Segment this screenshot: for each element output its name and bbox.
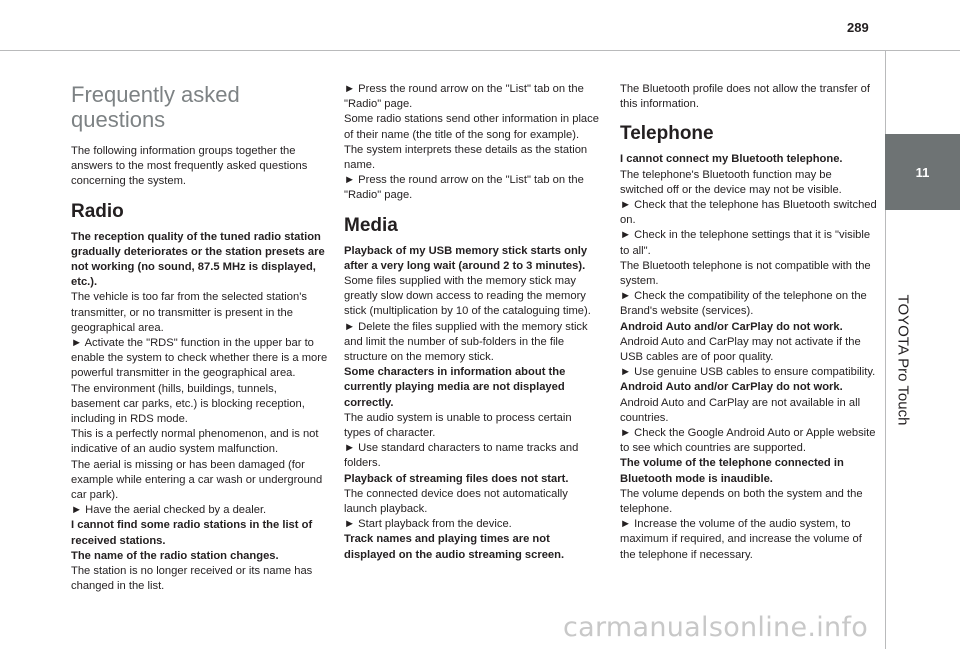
answer: ► Use genuine USB cables to ensure compatibility.: [620, 366, 876, 379]
page-number: 289: [847, 20, 869, 35]
answer: Android Auto and CarPlay may not activate if the USB cables are of poor quality.: [620, 335, 861, 364]
page-title: Frequently asked questions: [71, 82, 240, 132]
question: The volume of the telephone connected in Bluetooth mode is inaudible.: [620, 457, 844, 485]
answer: ► Activate the "RDS" function in the upper bar to enable the system to check whether there is a more powerful transmitter in the geographical area.: [71, 337, 328, 380]
answer: The connected device does not automatically launch playback.: [344, 487, 568, 516]
answer: The volume depends on both the system and the telephone.: [620, 487, 863, 516]
answer: The station is no longer received or its name has changed in the list.: [71, 565, 313, 593]
answer: ► Check that the telephone has Bluetooth switched on.: [620, 199, 877, 227]
header-divider: [0, 50, 960, 51]
answer: The telephone's Bluetooth function may be switched off or the device may not be visible.: [620, 168, 842, 196]
answer: The aerial is missing or has been damaged (for example while entering a car wash or underground car park).: [71, 458, 323, 502]
answer: The system interprets these details as the station name.: [344, 143, 588, 172]
chapter-title-container: [893, 210, 913, 510]
answer: The environment (hills, buildings, tunnels, basement car parks, etc.) is blocking reception, including in RDS mode.: [71, 382, 305, 426]
answer: ► Check the Google Android Auto or Apple website to see which countries are supported.: [620, 427, 876, 455]
answer: Some radio stations send other information in place of their name (the title of the song for example).: [344, 113, 599, 141]
answer: The audio system is unable to process certain types of character.: [344, 411, 572, 440]
question: Track names and playing times are not displayed on the audio streaming screen.: [344, 533, 565, 561]
question: Playback of my USB memory stick starts only after a very long wait (around 2 to 3 minutes).: [344, 244, 588, 272]
answer: ► Start playback from the device.: [344, 518, 512, 531]
answer: ► Check in the telephone settings that it is "visible to all".: [620, 229, 871, 257]
answer: The Bluetooth telephone is not compatible with the system.: [620, 259, 871, 288]
chapter-title: TOYOTA Pro Touch: [894, 294, 912, 426]
question: I cannot find some radio stations in the list of received stations.: [71, 519, 313, 547]
answer: This is a perfectly normal phenomenon, and is not indicative of an audio system malfunction.: [71, 428, 319, 456]
section-heading-telephone: Telephone: [620, 123, 714, 145]
chapter-number: 11: [915, 164, 930, 180]
chapter-tab: [885, 134, 960, 210]
answer: ► Delete the files supplied with the memory stick and limit the number of sub-folders in the file structure on the memory stick.: [344, 320, 588, 364]
answer: Some files supplied with the memory stick may greatly slow down access to reading the memory stick (multiplication by 10 of the cataloguing time).: [344, 275, 591, 318]
answer: ► Have the aerial checked by a dealer.: [71, 504, 267, 517]
answer: Android Auto and CarPlay are not available in all countries.: [620, 396, 861, 424]
question: The reception quality of the tuned radio station gradually deteriorates or the station presets are not working (no sound, 87.5 MHz is displayed, etc.).: [71, 230, 325, 289]
answer: ► Check the compatibility of the telephone on the Brand's website (services).: [620, 290, 867, 318]
column-left: [71, 82, 328, 594]
column-right: [620, 82, 877, 563]
question: The name of the radio station changes.: [71, 549, 279, 562]
answer: ► Use standard characters to name tracks and folders.: [344, 442, 579, 470]
section-heading-media: Media: [344, 214, 398, 236]
question: Playback of streaming files does not start.: [344, 472, 569, 485]
intro-text: The following information groups together the answers to the most frequently asked questions concerning the system.: [71, 145, 308, 188]
question: Android Auto and/or CarPlay do not work.: [620, 381, 843, 394]
answer: ► Press the round arrow on the "List" tab on the "Radio" page.: [344, 83, 584, 111]
question: Android Auto and/or CarPlay do not work.: [620, 320, 843, 333]
answer: ► Increase the volume of the audio system, to maximum if required, and increase the volume of the telephone if necessary.: [620, 518, 862, 561]
answer: The vehicle is too far from the selected station's transmitter, or no transmitter is present in the geographical area.: [71, 291, 307, 334]
column-middle: [344, 82, 601, 563]
answer: The Bluetooth profile does not allow the transfer of this information.: [620, 83, 871, 111]
answer: ► Press the round arrow on the "List" tab on the "Radio" page.: [344, 174, 584, 202]
section-heading-radio: Radio: [71, 200, 124, 222]
watermark: carmanualsonline.info: [563, 612, 869, 643]
question: Some characters in information about the currently playing media are not displayed correctly.: [344, 366, 566, 409]
question: I cannot connect my Bluetooth telephone.: [620, 153, 843, 166]
